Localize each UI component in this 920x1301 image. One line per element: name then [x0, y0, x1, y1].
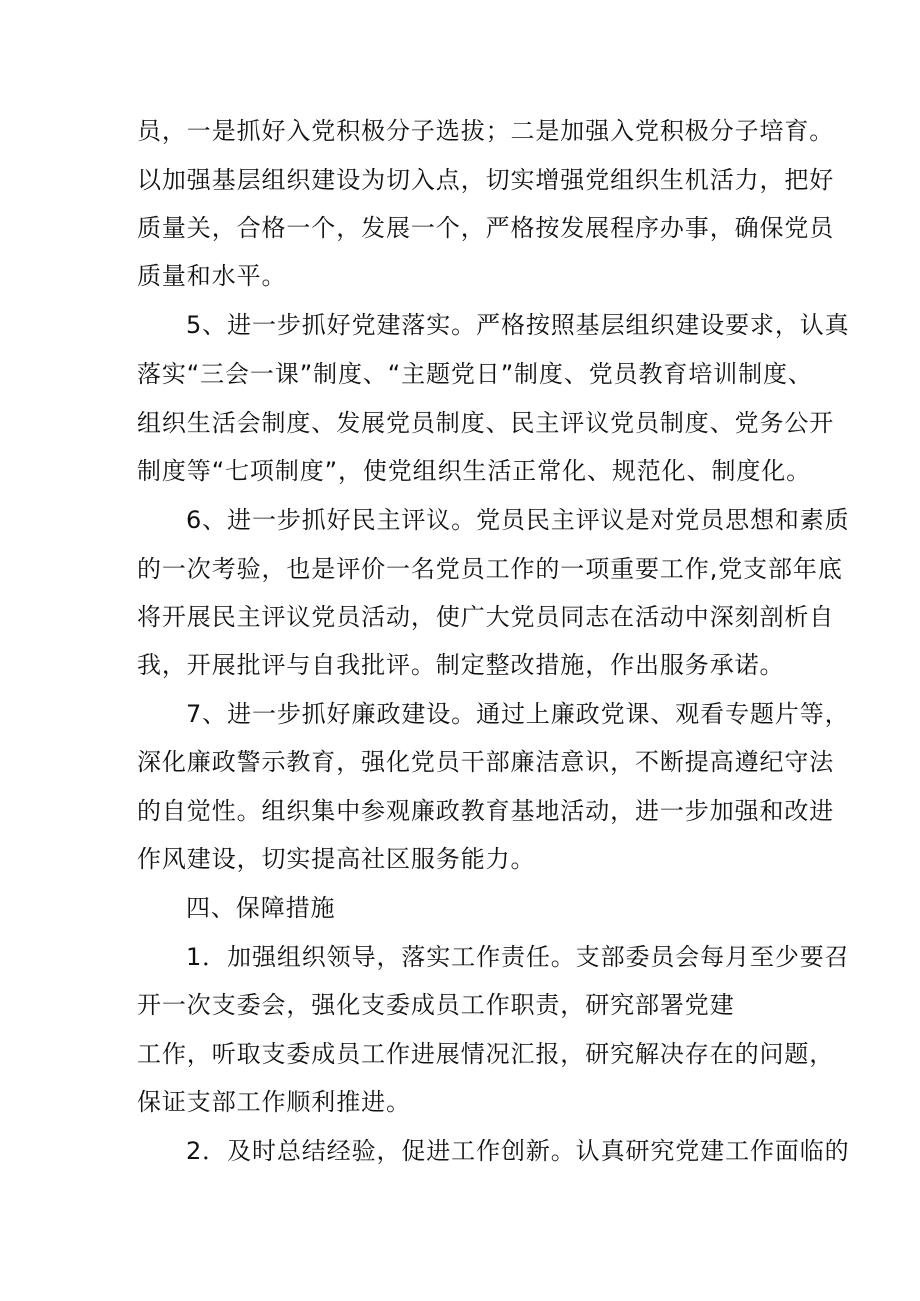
paragraph-5-start: 5、进一步抓好党建落实。严格按照基层组织建设要求，认真 [186, 311, 850, 339]
text-line: 质量和水平。 [137, 262, 287, 290]
text-line: 深化廉政警示教育，强化党员干部廉洁意识，不断提高遵纪守法 [137, 748, 835, 776]
text-line: 以加强基层组织建设为切入点，切实增强党组织生机活力，把好 [137, 166, 835, 194]
measure-2-start: 2．及时总结经验，促进工作创新。认真研究党建工作面临的 [186, 1137, 850, 1165]
paragraph-7-start: 7、进一步抓好廉政建设。通过上廉政党课、观看专题片等， [186, 700, 850, 728]
text-line: 员，一是抓好入党积极分子选拔；二是加强入党积极分子培育。 [137, 117, 835, 145]
text-line: 将开展民主评议党员活动，使广大党员同志在活动中深刻剖析自 [137, 603, 835, 631]
measure-1-start: 1．加强组织领导，落实工作责任。支部委员会每月至少要召 [186, 943, 850, 971]
text-line: 制度等“七项制度”，使党组织生活正常化、规范化、制度化。 [137, 457, 812, 485]
text-line: 保证支部工作顺利推进。 [137, 1088, 411, 1116]
text-line: 的一次考验，也是评价一名党员工作的一项重要工作,党支部年底 [137, 555, 843, 583]
text-line: 我，开展批评与自我批评。制定整改措施，作出服务承诺。 [137, 651, 785, 679]
paragraph-6-start: 6、进一步抓好民主评议。党员民主评议是对党员思想和素质 [186, 506, 850, 534]
text-line: 的自觉性。组织集中参观廉政教育基地活动，进一步加强和改进 [137, 797, 835, 825]
section-heading: 四、保障措施 [186, 894, 336, 922]
text-line: 组织生活会制度、发展党员制度、民主评议党员制度、党务公开 [137, 409, 835, 437]
text-line: 作风建设，切实提高社区服务能力。 [137, 845, 536, 873]
text-line: 质量关，合格一个，发展一个，严格按发展程序办事，确保党员 [137, 214, 835, 242]
text-line: 落实“三会一课”制度、“主题党日”制度、党员教育培训制度、 [137, 360, 813, 388]
text-line: 开一次支委会，强化支委成员工作职责，研究部署党建 [137, 991, 735, 1019]
text-line: 工作，听取支委成员工作进展情况汇报，研究解决存在的问题， [137, 1040, 835, 1068]
